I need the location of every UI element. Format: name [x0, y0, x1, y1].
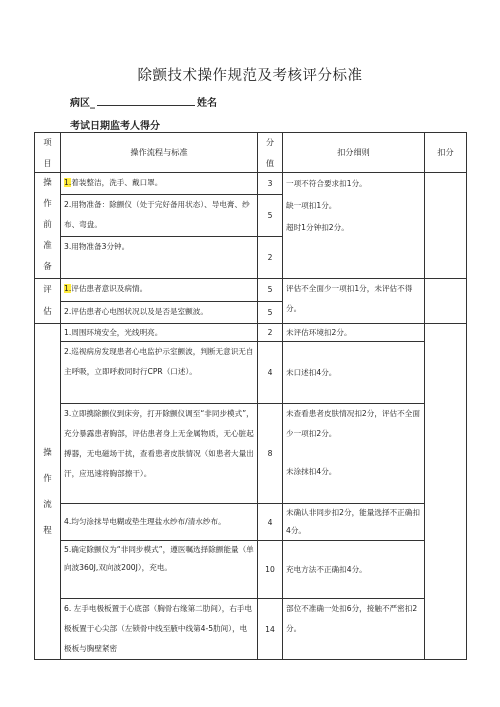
score-cell: 2: [258, 324, 283, 342]
table-row: [35, 173, 467, 195]
procedure-cell: 2.巡视病房发现患者心电监护示室颤波，判断无意识无自主呼吸，立即呼救同时行CPR（口述）。: [61, 342, 258, 404]
table-row: [35, 504, 467, 541]
ward-blank: [97, 96, 195, 106]
procedure-cell: 1.评估患者意识及病情。: [61, 279, 258, 302]
name-label: 姓名: [197, 98, 217, 109]
page-title: 除颤技术操作规范及考核评分标准: [137, 68, 363, 84]
deduction-cell: 未确认非同步扣2分，能量选择不正确扣4分。: [283, 504, 425, 541]
deduction-cell: 评估不全面少一项扣1分，未评估不得分。: [283, 279, 425, 324]
category-assess: 评 估: [35, 279, 61, 324]
score-cell: 5: [258, 194, 283, 237]
score-cell: 8: [258, 404, 283, 504]
score-cell: 3: [258, 173, 283, 195]
deduct-cell: [425, 279, 467, 324]
procedure-cell: 2.评估患者心电图状况以及是否是室颤波。: [61, 301, 258, 324]
score-cell: 10: [258, 541, 283, 599]
deduction-cell: 未评估环境扣2分。: [283, 324, 425, 342]
score-cell: 4: [258, 342, 283, 404]
procedure-cell: 3.立即携除颤仪到床旁，打开除颤仪调至“非同步模式”，充分暴露患者胸部，评估患者身上无金属物质，无心脏起搏器，无电磁场干扰，查看患者皮肤情况（如患者大量出汗，应迅速将胸部擦干）。: [61, 404, 258, 504]
deduction-cell: 一项不符合要求扣1分。 缺一项扣1分。 超时1分钟扣2分。: [283, 173, 425, 279]
table-row: [35, 279, 467, 302]
score-cell: 4: [258, 504, 283, 541]
score-cell: 14: [258, 599, 283, 660]
header-score: 分 值: [258, 133, 283, 173]
score-table: [34, 132, 467, 660]
table-header-row: [35, 133, 467, 173]
header-procedure: 操作流程与标准: [61, 133, 258, 173]
procedure-cell: 3.用物准备3分钟。: [61, 237, 258, 279]
deduct-cell: [425, 324, 467, 660]
table-row: [35, 404, 467, 504]
header-deduction-rules: 扣分细则: [283, 133, 425, 173]
deduction-cell: 部位不准确一处扣6分，接触不严密扣2分。: [283, 599, 425, 660]
procedure-cell: 1.周围环境安全，光线明亮。: [61, 324, 258, 342]
ward-name-line: [70, 94, 217, 109]
deduction-cell: 未口述扣4分。: [283, 342, 425, 404]
table-row: [35, 324, 467, 342]
table-row: [35, 342, 467, 404]
procedure-cell: 5.确定除颤仪为“非同步模式”，遵医嘱选择除颤能量（单向波360J,双向波200J），充电。: [61, 541, 258, 599]
score-cell: 5: [258, 279, 283, 302]
procedure-cell: 1.着装整洁，洗手、戴口罩。: [61, 173, 258, 195]
deduction-cell: 未查看患者皮肤情况扣2分，评估不全面少一项扣2分。 未涂抹扣4分。: [283, 404, 425, 504]
ward-label: 病区_: [70, 98, 95, 109]
header-deduct: 扣分: [425, 133, 467, 173]
category-prep: 操 作 前 准 备: [35, 173, 61, 279]
score-cell: 2: [258, 237, 283, 279]
table-row: [35, 599, 467, 660]
score-cell: 5: [258, 301, 283, 324]
deduct-cell: [425, 173, 467, 279]
header-item: 项 目: [35, 133, 61, 173]
deduction-cell: 充电方法不正确扣4分。: [283, 541, 425, 599]
table-row: [35, 541, 467, 599]
procedure-cell: 6. 左手电极板置于心底部（胸骨右缘第二肋间），右手电极板置于心尖部（左锁骨中线至腋中线第4-5肋间），电极板与胸壁紧密: [61, 599, 258, 660]
procedure-cell: 4.均匀涂抹导电糊或垫生理盐水纱布/清水纱布。: [61, 504, 258, 541]
category-procedure: 操 作 流 程: [35, 324, 61, 660]
procedure-cell: 2.用物准备：除颤仪（处于完好备用状态）、导电膏、纱布、弯盘。: [61, 194, 258, 237]
exam-info-line: 考试日期监考人得分: [70, 121, 160, 132]
